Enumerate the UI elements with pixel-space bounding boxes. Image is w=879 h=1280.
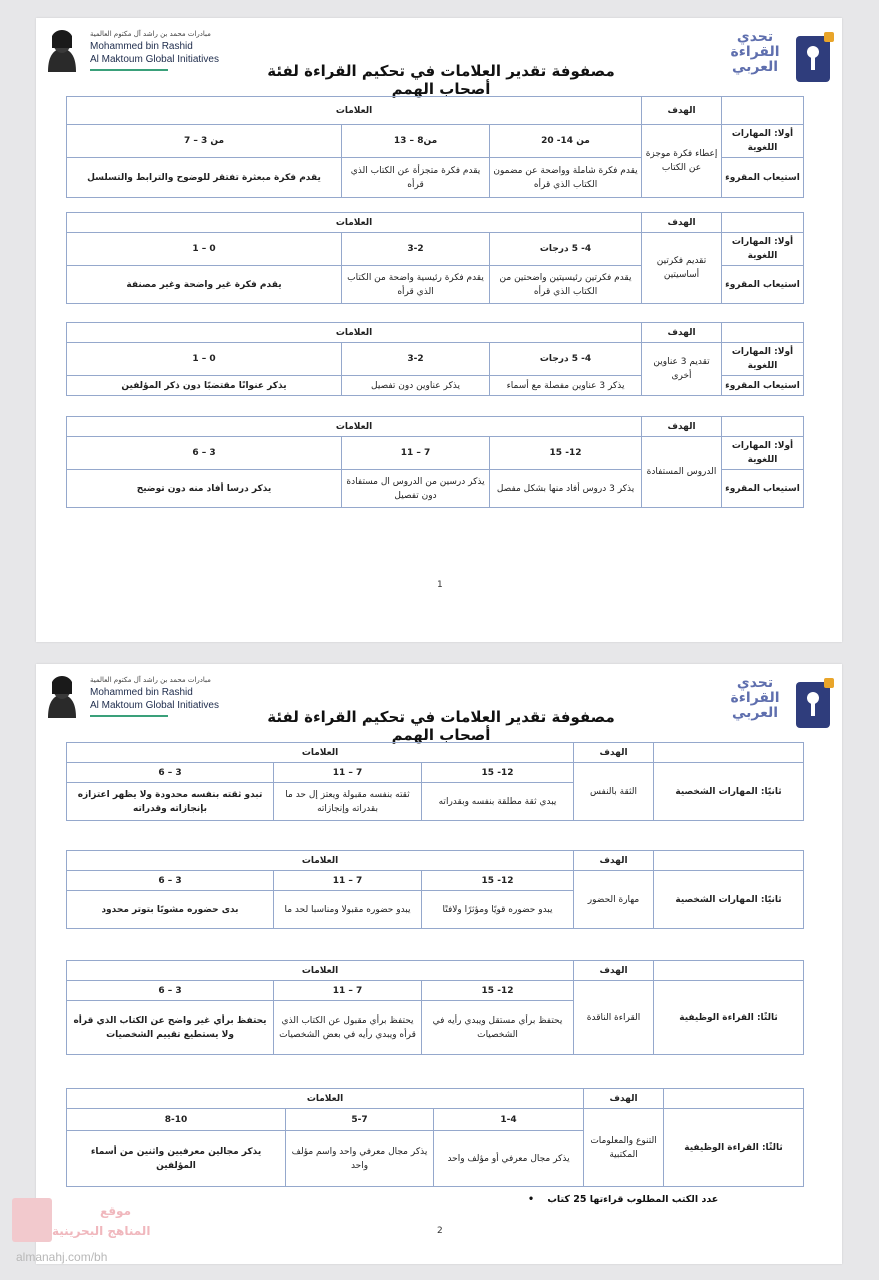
descriptor-cell: يذكر عنوانًا مقتضبًا دون ذكر المؤلفين [67, 376, 342, 396]
marks-header: العلامات [67, 851, 574, 871]
empty-cell [722, 213, 804, 233]
goal-header: الهدف [574, 851, 654, 871]
key-icon [796, 682, 830, 728]
logo-underline [90, 69, 168, 71]
score-range: من 3 – 7 [67, 125, 342, 158]
mbr-logo [42, 674, 242, 734]
rubric-table [66, 322, 804, 396]
arab-reading-challenge-logo [720, 674, 830, 736]
descriptor-cell: يذكر مجال معرفي واحد واسم مؤلف واحد [286, 1131, 434, 1187]
portrait-icon [42, 674, 82, 720]
key-icon [796, 36, 830, 82]
mbr-english-name-2: Al Maktoum Global Initiatives [90, 700, 219, 711]
score-range: 3 – 6 [67, 763, 274, 783]
goal-cell: القراءة الناقدة [574, 981, 654, 1055]
mbr-english-name-1: Mohammed bin Rashid [90, 41, 193, 52]
marks-header: العلامات [67, 323, 642, 343]
category-cell: ثالثًا: القراءة الوظيفية [664, 1109, 804, 1187]
arab-reading-challenge-logo [720, 28, 830, 90]
descriptor-cell: يذكر درسين من الدروس ال مستفادة دون تفصيل [342, 470, 490, 508]
descriptor-cell: يقدم فكرة مبعثرة تفتقر للوضوح والترابط والتسلسل [67, 158, 342, 198]
subcategory-cell: استيعاب المقروء [722, 376, 804, 396]
goal-cell: الدروس المستفادة [642, 437, 722, 508]
bullet-note [528, 1194, 718, 1205]
empty-cell [654, 851, 804, 871]
empty-cell [722, 323, 804, 343]
goal-cell: تقديم 3 عناوين أخرى [642, 343, 722, 396]
descriptor-cell: يذكر 3 دروس أفاد منها بشكل مفصل [490, 470, 642, 508]
subcategory-cell: استيعاب المقروء [722, 470, 804, 508]
descriptor-cell: يحتفظ برأي مقبول عن الكتاب الذي قرأه ويبدي رأيه في بعض الشخصيات [274, 1001, 422, 1055]
empty-cell [722, 97, 804, 125]
watermark-line-1: موقع [100, 1204, 132, 1218]
descriptor-cell: يذكر مجالين معرفيين واثنين من أسماء المؤلفين [67, 1131, 286, 1187]
mbr-arabic-name: مبادرات محمد بن راشد آل مكتوم العالمية [90, 676, 211, 684]
mbr-english-name-1: Mohammed bin Rashid [90, 687, 193, 698]
descriptor-cell: يذكر 3 عناوين مفصلة مع أسماء [490, 376, 642, 396]
score-range: 0 – 1 [67, 233, 342, 266]
score-range: 1-4 [434, 1109, 584, 1131]
rubric-table [66, 1088, 804, 1187]
marks-header: العلامات [67, 213, 642, 233]
watermark-line-2: المناهج البحرينية [52, 1224, 151, 1238]
page-title: مصفوفة تقدير العلامات في تحكيم القراءة لفئة أصحاب الهمم [267, 708, 615, 744]
rubric-table [66, 212, 804, 304]
goal-header: الهدف [642, 323, 722, 343]
descriptor-cell: يقدم فكرة متجزأة عن الكتاب الذي قرأه [342, 158, 490, 198]
mbr-english-name-2: Al Maktoum Global Initiatives [90, 54, 219, 65]
descriptor-cell: يقدم فكرة رئيسية واضحة من الكتاب الذي قرأه [342, 266, 490, 304]
score-range: من 14- 20 [490, 125, 642, 158]
marks-header: العلامات [67, 1089, 584, 1109]
marks-header: العلامات [67, 743, 574, 763]
rubric-table [66, 416, 804, 508]
site-watermark [10, 1196, 160, 1276]
category-cell: أولا: المهارات اللغوية [722, 437, 804, 470]
score-range: 7 – 11 [342, 437, 490, 470]
category-cell: ثالثًا: القراءة الوظيفية [654, 981, 804, 1055]
subcategory-cell: استيعاب المقروء [722, 266, 804, 304]
document-page-1 [36, 18, 842, 642]
goal-cell: التنوع والمعلومات المكتبية [584, 1109, 664, 1187]
descriptor-cell: تبدو ثقته بنفسه محدودة ولا يظهر اعتزازه بإنجازاته وقدراته [67, 783, 274, 821]
empty-cell [722, 417, 804, 437]
marks-header: العلامات [67, 97, 642, 125]
rubric-table [66, 96, 804, 198]
score-range: 12- 15 [490, 437, 642, 470]
goal-header: الهدف [584, 1089, 664, 1109]
descriptor-cell: يذكر مجال معرفي أو مؤلف واحد [434, 1131, 584, 1187]
category-cell: أولا: المهارات اللغوية [722, 233, 804, 266]
score-range: 5-7 [286, 1109, 434, 1131]
goal-header: الهدف [642, 97, 722, 125]
subcategory-cell: استيعاب المقروء [722, 158, 804, 198]
descriptor-cell: يبدو حضوره قويًا ومؤثرًا ولافتًا [422, 891, 574, 929]
score-range: 3-2 [342, 343, 490, 376]
page-number: 1 [437, 580, 443, 590]
score-range: 12- 15 [422, 981, 574, 1001]
descriptor-cell: ثقته بنفسه مقبولة ويعتز إل حد ما بقدراته وإنجازاته [274, 783, 422, 821]
category-cell: أولا: المهارات اللغوية [722, 343, 804, 376]
category-cell: ثانيًا: المهارات الشخصية [654, 871, 804, 929]
bullet-icon: • [528, 1194, 535, 1205]
score-range: 3 – 6 [67, 871, 274, 891]
descriptor-cell: يقدم فكرة شاملة وواضحة عن مضمون الكتاب الذي قرأه [490, 158, 642, 198]
descriptor-cell: يقدم فكرتين رئيسيتين واضحتين من الكتاب الذي قرأه [490, 266, 642, 304]
empty-cell [654, 961, 804, 981]
logo-text: تحدي القراءة العربي [730, 675, 780, 721]
page-title: مصفوفة تقدير العلامات في تحكيم القراءة لفئة أصحاب الهمم [267, 62, 615, 98]
score-range: 3-2 [342, 233, 490, 266]
marks-header: العلامات [67, 417, 642, 437]
mbr-logo [42, 28, 242, 88]
score-range: 7 – 11 [274, 981, 422, 1001]
descriptor-cell: يحتفظ برأي غير واضح عن الكتاب الذي قرأه ولا يستطيع تقييم الشخصيات [67, 1001, 274, 1055]
rubric-table [66, 960, 804, 1055]
score-range: 4- 5 درجات [490, 233, 642, 266]
score-range: 4- 5 درجات [490, 343, 642, 376]
score-range: من8 – 13 [342, 125, 490, 158]
portrait-icon [42, 28, 82, 74]
watermark-url: almanahj.com/bh [16, 1250, 108, 1264]
score-range: 7 – 11 [274, 871, 422, 891]
score-range: 12- 15 [422, 763, 574, 783]
score-range: 3 – 6 [67, 981, 274, 1001]
page-number: 2 [437, 1226, 443, 1236]
descriptor-cell: يذكر عناوين دون تفصيل [342, 376, 490, 396]
empty-cell [664, 1089, 804, 1109]
descriptor-cell: يبدو حضوره مقبولا ومناسبا لحد ما [274, 891, 422, 929]
empty-cell [654, 743, 804, 763]
score-range: 12- 15 [422, 871, 574, 891]
goal-header: الهدف [642, 417, 722, 437]
goal-header: الهدف [574, 743, 654, 763]
watermark-logo-icon [12, 1198, 52, 1242]
logo-underline [90, 715, 168, 717]
bullet-text: عدد الكتب المطلوب قراءتها 25 كتاب [547, 1194, 719, 1205]
rubric-table [66, 742, 804, 821]
score-range: 0 – 1 [67, 343, 342, 376]
descriptor-cell: يذكر درسا أفاد منه دون توضيح [67, 470, 342, 508]
goal-header: الهدف [642, 213, 722, 233]
document-page-2 [36, 664, 842, 1264]
descriptor-cell: يقدم فكرة غير واضحة وغير مصنفة [67, 266, 342, 304]
goal-cell: إعطاء فكرة موجزة عن الكتاب [642, 125, 722, 198]
descriptor-cell: يبدي ثقة مطلقة بنفسه وبقدراته [422, 783, 574, 821]
score-range: 3 – 6 [67, 437, 342, 470]
rubric-table [66, 850, 804, 929]
marks-header: العلامات [67, 961, 574, 981]
goal-cell: تقديم فكرتين أساسيتين [642, 233, 722, 304]
logo-text: تحدي القراءة العربي [730, 29, 780, 75]
goal-cell: مهارة الحضور [574, 871, 654, 929]
score-range: 7 – 11 [274, 763, 422, 783]
score-range: 8-10 [67, 1109, 286, 1131]
goal-header: الهدف [574, 961, 654, 981]
category-cell: ثانيًا: المهارات الشخصية [654, 763, 804, 821]
category-cell: أولا: المهارات اللغوية [722, 125, 804, 158]
goal-cell: الثقة بالنفس [574, 763, 654, 821]
descriptor-cell: بدى حضوره مشوبًا بتوتر محدود [67, 891, 274, 929]
descriptor-cell: يحتفظ برأي مستقل ويبدي رأيه في الشخصيات [422, 1001, 574, 1055]
mbr-arabic-name: مبادرات محمد بن راشد آل مكتوم العالمية [90, 30, 211, 38]
